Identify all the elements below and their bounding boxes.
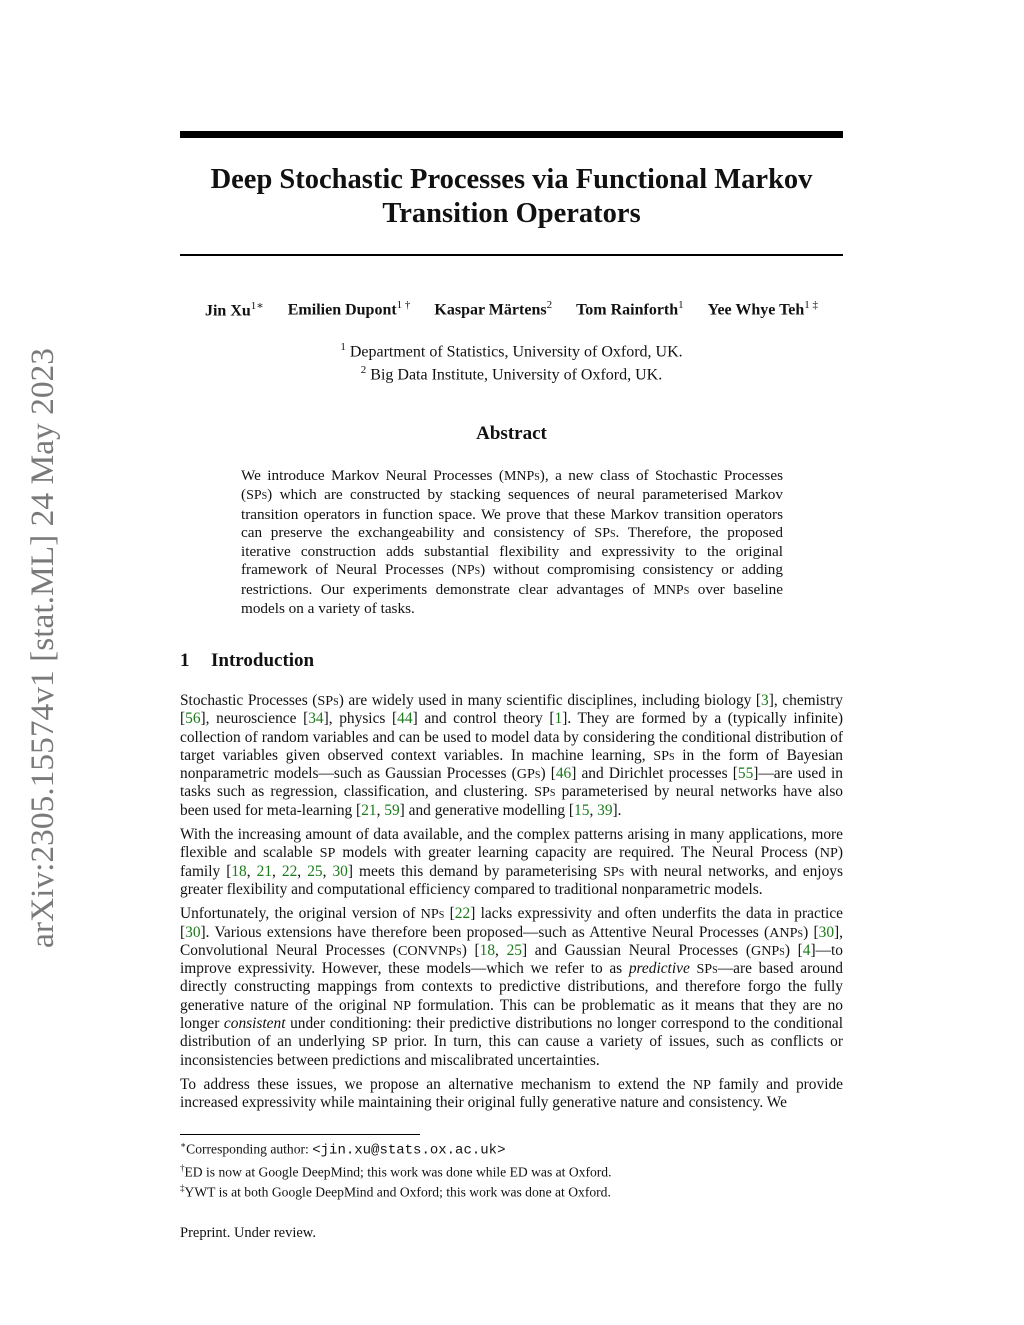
text-run: ) family [ [180, 844, 843, 880]
text-run: in the form of Bayesian nonparametric models—such as Gaussian Processes ( [180, 746, 843, 783]
text-run: , [589, 801, 598, 819]
text-run: ] and control theory [ [412, 710, 555, 728]
title-line-1: Deep Stochastic Processes via Functional Markov [210, 164, 813, 195]
acronym: NP [819, 845, 838, 862]
acronym: SPs [653, 747, 675, 764]
text-run: ], chemistry [ [180, 692, 843, 728]
text-run: —are based around directly constructing mappings from contexts to predictive distributions, and therefore forgo the fully generative nature of the original [180, 960, 843, 1014]
emphasis: consistent [223, 1015, 286, 1033]
paragraph [180, 905, 843, 1070]
acronym: SPs [246, 488, 268, 504]
text-run: Unfortunately, the original version of [180, 905, 421, 923]
introduction-body [180, 692, 843, 1119]
text-run: ), a new class of Stochastic Processes ( [241, 467, 783, 504]
text-run: ]. [612, 801, 622, 819]
email-link[interactable]: <jin.xu@stats.ox.ac.uk> [312, 1142, 506, 1159]
footnote [180, 1180, 843, 1201]
text-run: , [376, 801, 385, 819]
text-run: , [246, 862, 257, 880]
author-mark: 1∗ [250, 300, 264, 312]
text-run: ]. They are formed by a (typically infinite) collection of random variables and can be used to model data by considering the conditional distribution of target variables given observed context variables. In machine learning, [180, 710, 843, 764]
author [205, 299, 264, 320]
text-run: ] and Gaussian Neural Processes ( [521, 941, 751, 959]
footnote-text: YWT is at both Google DeepMind and Oxford; this work was done at Oxford. [184, 1184, 611, 1200]
text-run: ] and generative modelling [ [399, 801, 575, 819]
citation-link[interactable]: 18 [479, 941, 496, 959]
citation-link[interactable]: 1 [554, 710, 563, 728]
affiliation [180, 361, 843, 384]
affiliations [180, 338, 843, 385]
text-run: formulation. This can be problematic as it means that they are no longer [180, 996, 843, 1033]
text-run: with neural networks, and enjoys greater flexibility and computational efficiency compared to traditional nonparametric models. [180, 862, 843, 898]
citation-link[interactable]: 30 [185, 923, 201, 941]
citation-link[interactable]: 25 [506, 941, 522, 959]
title-line-2: Transition Operators [382, 198, 641, 229]
acronym: ANPs [769, 924, 804, 941]
text-run: ) [ [461, 941, 480, 959]
text-run: ] meets this demand by parameterising [347, 862, 603, 880]
footnotes [180, 1137, 843, 1201]
acronym: MNPs [503, 469, 540, 484]
acronym: GPs [516, 766, 541, 783]
section-title: Introduction [211, 650, 315, 671]
citation-link[interactable]: 25 [307, 862, 323, 880]
author-mark: 1 † [396, 299, 411, 311]
author-name: Kaspar Märtens [434, 301, 547, 319]
text-run: parameterised by neural networks have also been used for meta-learning [ [180, 783, 843, 819]
section-heading-introduction [180, 650, 843, 672]
text-run: family and provide increased expressivity while maintaining their original fully generative nature and consistency. We [180, 1075, 843, 1112]
author [708, 299, 818, 320]
affiliation [180, 338, 843, 361]
text-run: ]—to improve expressivity. However, these models—which we refer to as [180, 941, 843, 978]
acronym: SPs [602, 863, 625, 880]
footnote-mark: † [180, 1162, 185, 1173]
abstract-heading: Abstract [476, 423, 547, 444]
text-run: Stochastic Processes ( [180, 692, 318, 709]
author-mark: 1 ‡ [804, 299, 819, 311]
text-run: ], physics [ [323, 710, 398, 728]
title-top-rule [180, 131, 843, 138]
citation-link[interactable]: 4 [802, 941, 811, 959]
text-run: ]. Various extensions have therefore been proposed—such as Attentive Neural Processes ( [200, 923, 770, 941]
text-run: , [322, 862, 333, 880]
arxiv-stamp-text: arXiv:2305.15574v1 [stat.ML] 24 May 2023 [25, 355, 61, 948]
text-run: ) [ [803, 923, 819, 941]
acronym: NP [393, 997, 412, 1014]
emphasis: predictive [628, 960, 690, 978]
citation-link[interactable]: 44 [397, 710, 413, 728]
text-run: To address these issues, we propose an alternative mechanism to extend the [180, 1075, 693, 1093]
arxiv-sidebar-stamp [15, 340, 65, 960]
affiliation-mark: 2 [360, 364, 367, 377]
author [288, 299, 411, 320]
footnote-mark: ‡ [180, 1183, 185, 1194]
author-name: Tom Rainforth [576, 301, 679, 319]
acronym: NPs [420, 906, 445, 923]
citation-link[interactable]: 21 [256, 862, 273, 880]
footnote-text: ED is now at Google DeepMind; this work was done while ED was at Oxford. [184, 1164, 612, 1180]
author-mark: 2 [546, 299, 553, 311]
text-run: ], neuroscience [ [200, 710, 309, 728]
text-run: under conditioning: their predictive distributions no longer correspond to the conditional distribution of an underlying [180, 1015, 843, 1051]
text-run: ) without compromising consistency or adding restrictions. Our experiments demonstrate clear advantages of [241, 561, 783, 598]
acronym: SPs [317, 693, 339, 709]
acronym: NPs [456, 563, 481, 579]
citation-link[interactable]: 46 [555, 765, 572, 783]
author [576, 299, 684, 320]
text-run: ) [ [784, 941, 803, 959]
text-run: ) [ [540, 765, 556, 783]
text-run: . Therefore, the proposed iterative construction adds substantial flexibility and expressivity to the original framework of Neural Processes ( [241, 523, 783, 579]
author-mark: 1 [678, 299, 684, 311]
author-name: Jin Xu [204, 302, 251, 320]
citation-link[interactable]: 55 [737, 765, 754, 783]
citation-link[interactable]: 22 [454, 905, 471, 923]
preprint-notice: Preprint. Under review. [180, 1225, 316, 1241]
text-run: , [272, 862, 282, 880]
footnote-mark: ∗ [180, 1140, 187, 1150]
citation-link[interactable]: 15 [574, 801, 590, 819]
affiliation-mark: 1 [340, 341, 346, 353]
acronym: MNPs [653, 582, 690, 598]
citation-link[interactable]: 56 [185, 710, 201, 728]
citation-link[interactable]: 22 [281, 862, 298, 880]
citation-link[interactable]: 18 [231, 862, 247, 880]
footnote [180, 1137, 843, 1160]
text-run: ) are widely used in many scientific disciplines, including biology [ [338, 692, 762, 709]
acronym: SPs [696, 961, 718, 978]
section-number: 1 [180, 650, 190, 671]
text-run: ], Convolutional Neural Processes ( [180, 923, 843, 959]
acronym: SPs [534, 784, 556, 801]
author-name: Emilien Dupont [287, 301, 397, 319]
author-name: Yee Whye Teh [707, 301, 805, 319]
acronym: GNPs [750, 942, 785, 959]
citation-link[interactable]: 30 [332, 862, 348, 880]
text-run: , [297, 862, 308, 880]
paragraph [180, 1076, 843, 1113]
affiliation-text: Big Data Institute, University of Oxford, UK. [366, 366, 663, 384]
text-run: [ [444, 905, 455, 923]
acronym: SP [371, 1034, 388, 1051]
citation-link[interactable]: 34 [308, 710, 324, 728]
text-run: ] and Dirichlet processes [ [571, 765, 738, 783]
text-run: ) which are constructed by stacking sequences of neural parameterised Markov transition operators in function space. We prove that these Markov transition operators can preserve the exchangeability and consistency of [241, 486, 783, 541]
citation-link[interactable]: 59 [384, 801, 400, 819]
acronym: NP [692, 1076, 711, 1093]
footnote [180, 1160, 843, 1181]
footnote-rule [180, 1134, 420, 1135]
author [434, 299, 552, 320]
acronym: CONVNPs [397, 942, 462, 959]
affiliation-text: Department of Statistics, University of Oxford, UK. [345, 343, 683, 361]
text-run: We introduce Markov Neural Processes ( [241, 467, 504, 484]
arxiv-stamp-svg [15, 340, 65, 960]
text-run: , [495, 941, 507, 959]
text-run: prior. In turn, this can cause a variety of issues, such as conflicts or inconsistencies between predictions and miscalibrated uncertainties. [180, 1033, 844, 1069]
citation-link[interactable]: 39 [597, 801, 613, 819]
footnote-text: Corresponding author: [186, 1141, 313, 1157]
paragraph [180, 692, 843, 820]
text-run: ]—are used in tasks such as regression, classification, and clustering. [180, 765, 843, 801]
acronym: SP [319, 845, 336, 862]
paper-title [180, 163, 843, 231]
text-run: ] lacks expressivity and often underfits the data in practice [ [180, 905, 843, 941]
text-run: over baseline models on a variety of tasks. [241, 580, 783, 618]
author-list [180, 299, 843, 320]
text-run: models with greater learning capacity are required. The Neural Process ( [335, 844, 820, 862]
acronym: SPs [594, 525, 616, 541]
title-bottom-rule [180, 254, 843, 256]
citation-link[interactable]: 21 [361, 801, 377, 819]
paragraph [180, 826, 843, 899]
citation-link[interactable]: 30 [818, 923, 835, 941]
abstract-body [241, 467, 783, 618]
citation-link[interactable]: 3 [761, 692, 769, 709]
text-run: With the increasing amount of data available, and the complex patterns arising in many applications, more flexible and scalable [180, 826, 843, 862]
